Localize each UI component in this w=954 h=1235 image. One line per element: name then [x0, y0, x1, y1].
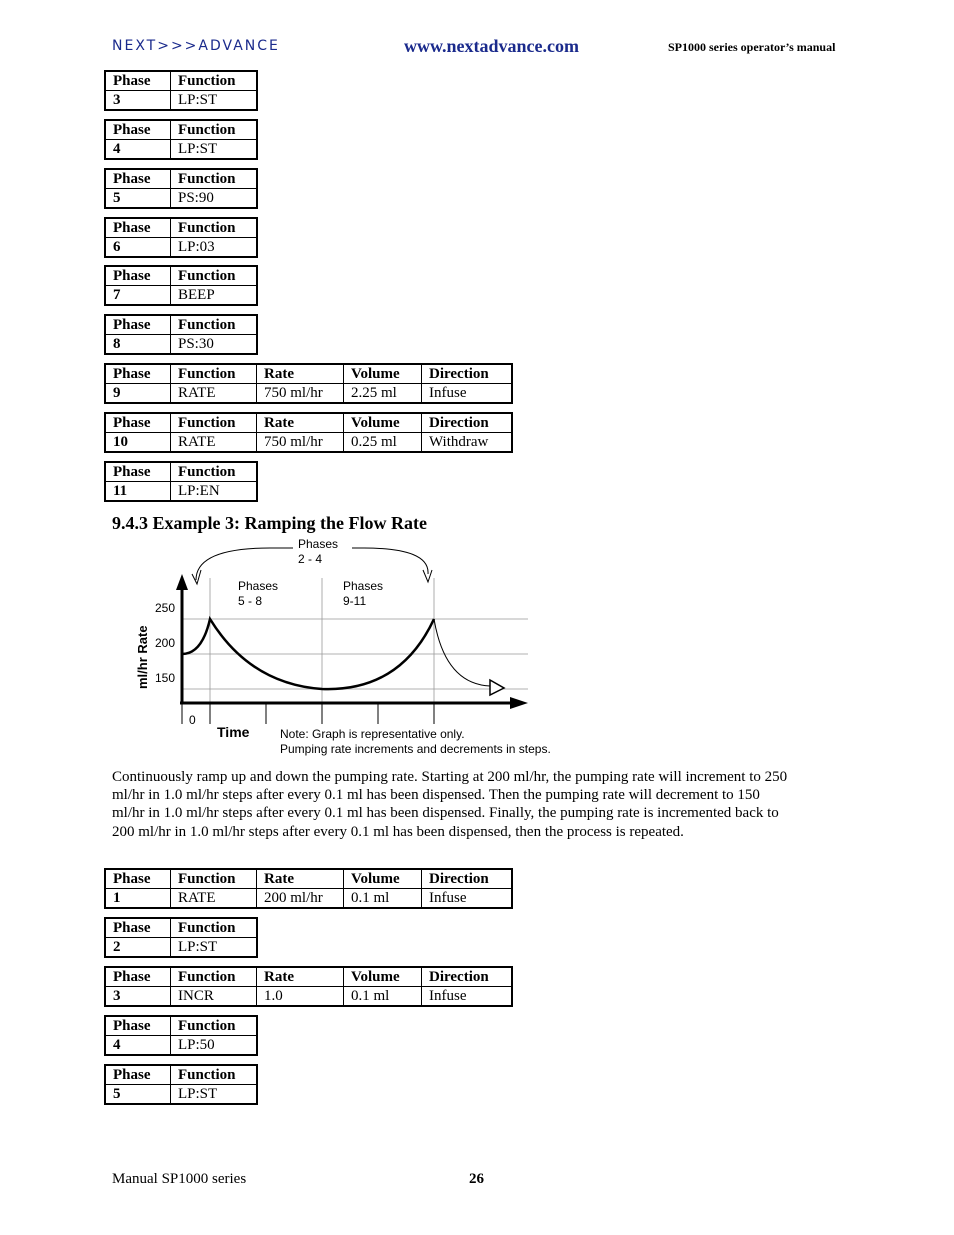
- table-header-cell: Rate: [257, 364, 344, 384]
- brand-logo: NEXT>>>ADVANCE: [112, 38, 280, 54]
- table-cell: RATE: [171, 889, 257, 909]
- phase-bracket: [196, 548, 293, 580]
- page-number: 26: [469, 1171, 484, 1187]
- region-label-1b: 5 - 8: [238, 594, 263, 608]
- table-header-cell: Function: [171, 71, 258, 91]
- table-header-cell: Phase: [105, 218, 171, 238]
- table-header-cell: Phase: [105, 967, 171, 987]
- table-header-cell: Function: [171, 266, 258, 286]
- table-cell: BEEP: [171, 286, 258, 306]
- table-header-cell: Function: [171, 218, 258, 238]
- table-header-cell: Function: [171, 315, 258, 335]
- phase-table-top-7: [104, 412, 513, 453]
- table-cell: LP:EN: [171, 482, 258, 502]
- table-cell: 750 ml/hr: [257, 384, 344, 404]
- table-header-cell: Function: [171, 462, 258, 482]
- table-header-cell: Volume: [344, 869, 422, 889]
- table-header-cell: Volume: [344, 413, 422, 433]
- phase-table-top-0: [104, 70, 258, 111]
- table-cell: 9: [105, 384, 171, 404]
- phase-table-top-3: [104, 217, 258, 258]
- table-cell: PS:30: [171, 335, 258, 355]
- table-header-cell: Volume: [344, 364, 422, 384]
- table-header-cell: Function: [171, 120, 258, 140]
- phase-table-top-8: [104, 461, 258, 502]
- region-label-2b: 9-11: [343, 594, 367, 608]
- table-cell: 5: [105, 189, 171, 209]
- table-header-cell: Rate: [257, 413, 344, 433]
- table-header-cell: Direction: [422, 364, 513, 384]
- table-cell: 4: [105, 140, 171, 160]
- phase-table-bottom-1: [104, 917, 258, 958]
- table-cell: 4: [105, 1036, 171, 1056]
- table-cell: 1.0: [257, 987, 344, 1007]
- table-cell: 7: [105, 286, 171, 306]
- table-cell: LP:ST: [171, 91, 258, 111]
- repeat-arrow: [490, 680, 504, 695]
- table-header-cell: Rate: [257, 869, 344, 889]
- table-cell: 11: [105, 482, 171, 502]
- table-header-cell: Direction: [422, 413, 513, 433]
- table-cell: 8: [105, 335, 171, 355]
- table-header-cell: Phase: [105, 266, 171, 286]
- table-cell: LP:ST: [171, 140, 258, 160]
- y-tick-250: 250: [155, 601, 176, 615]
- phase-table-bottom-4: [104, 1064, 258, 1105]
- section-heading: 9.4.3 Example 3: Ramping the Flow Rate: [112, 513, 427, 533]
- x-axis-arrow: [510, 697, 528, 709]
- table-header-cell: Phase: [105, 169, 171, 189]
- table-cell: INCR: [171, 987, 257, 1007]
- table-cell: LP:50: [171, 1036, 258, 1056]
- table-header-cell: Phase: [105, 364, 171, 384]
- table-header-cell: Function: [171, 1065, 258, 1085]
- phase-table-bottom-2: [104, 966, 513, 1007]
- phase-table-bottom-3: [104, 1015, 258, 1056]
- manual-title: SP1000 series operator’s manual: [668, 40, 836, 54]
- table-cell: Infuse: [422, 889, 513, 909]
- region-label-2: Phases: [343, 579, 384, 593]
- phase-table-top-1: [104, 119, 258, 160]
- region-label-1: Phases: [238, 579, 279, 593]
- table-header-cell: Phase: [105, 315, 171, 335]
- bracket-right-arrow: [423, 570, 432, 582]
- origin-label: 0: [189, 713, 196, 727]
- page-header: [112, 36, 852, 60]
- table-header-cell: Phase: [105, 413, 171, 433]
- table-header-cell: Direction: [422, 967, 513, 987]
- table-header-cell: Function: [171, 1016, 258, 1036]
- table-cell: 3: [105, 987, 171, 1007]
- table-header-cell: Phase: [105, 918, 171, 938]
- table-cell: 0.1 ml: [344, 889, 422, 909]
- table-cell: 200 ml/hr: [257, 889, 344, 909]
- table-header-cell: Phase: [105, 869, 171, 889]
- table-header-cell: Function: [171, 967, 257, 987]
- bracket-label-1: Phases: [298, 537, 339, 551]
- table-header-cell: Function: [171, 413, 257, 433]
- table-cell: 6: [105, 238, 171, 258]
- table-cell: 3: [105, 91, 171, 111]
- table-cell: Infuse: [422, 987, 513, 1007]
- table-cell: 2: [105, 938, 171, 958]
- table-header-cell: Volume: [344, 967, 422, 987]
- x-axis-label: Time: [217, 724, 250, 740]
- website-link[interactable]: www.nextadvance.com: [404, 36, 579, 56]
- table-cell: 0.25 ml: [344, 433, 422, 453]
- table-cell: 1: [105, 889, 171, 909]
- phase-table-top-4: [104, 265, 258, 306]
- phase-table-top-6: [104, 363, 513, 404]
- table-header-cell: Direction: [422, 869, 513, 889]
- table-cell: RATE: [171, 384, 257, 404]
- table-cell: LP:ST: [171, 938, 258, 958]
- table-cell: 2.25 ml: [344, 384, 422, 404]
- phase-table-top-2: [104, 168, 258, 209]
- table-cell: PS:90: [171, 189, 258, 209]
- table-header-cell: Phase: [105, 71, 171, 91]
- ramp-flow-diagram: [130, 534, 570, 762]
- figure-note-2: Pumping rate increments and decrements in steps.: [280, 742, 551, 756]
- table-cell: 0.1 ml: [344, 987, 422, 1007]
- y-tick-200: 200: [155, 636, 176, 650]
- table-cell: LP:ST: [171, 1085, 258, 1105]
- table-cell: LP:03: [171, 238, 258, 258]
- y-axis-arrow: [176, 574, 188, 590]
- table-cell: 750 ml/hr: [257, 433, 344, 453]
- figure-note-1: Note: Graph is representative only.: [280, 727, 465, 741]
- bracket-label-2: 2 - 4: [298, 552, 323, 566]
- table-header-cell: Function: [171, 869, 257, 889]
- y-axis-label: ml/hr Rate: [135, 625, 150, 689]
- table-header-cell: Function: [171, 364, 257, 384]
- table-cell: Infuse: [422, 384, 513, 404]
- ramp-diagram-svg: [130, 534, 570, 762]
- table-header-cell: Phase: [105, 120, 171, 140]
- table-cell: Withdraw: [422, 433, 513, 453]
- table-cell: 10: [105, 433, 171, 453]
- phase-bracket-right: [352, 548, 428, 574]
- table-header-cell: Phase: [105, 1016, 171, 1036]
- table-header-cell: Function: [171, 169, 258, 189]
- table-header-cell: Function: [171, 918, 258, 938]
- table-header-cell: Rate: [257, 967, 344, 987]
- y-tick-150: 150: [155, 671, 176, 685]
- phase-table-bottom-0: [104, 868, 513, 909]
- table-cell: 5: [105, 1085, 171, 1105]
- description-paragraph: Continuously ramp up and down the pumping rate. Starting at 200 ml/hr, the pumping rate will increment to 250 ml/hr in 1.0 ml/hr steps after every 0.1 ml has been dispensed. Then the pumping rate will decrement to 150 ml/hr in 1.0 ml/hr steps after every 0.1 ml has been dispensed. Finally, the pumping rate is incremented back to 200 ml/hr in 1.0 ml/hr steps after every 0.1 ml has been dispensed, then the process is repeated.: [112, 769, 788, 840]
- rate-decay-curve: [434, 619, 490, 686]
- phase-table-top-5: [104, 314, 258, 355]
- table-header-cell: Phase: [105, 1065, 171, 1085]
- table-header-cell: Phase: [105, 462, 171, 482]
- footer-manual-name: Manual SP1000 series: [112, 1171, 247, 1187]
- table-cell: RATE: [171, 433, 257, 453]
